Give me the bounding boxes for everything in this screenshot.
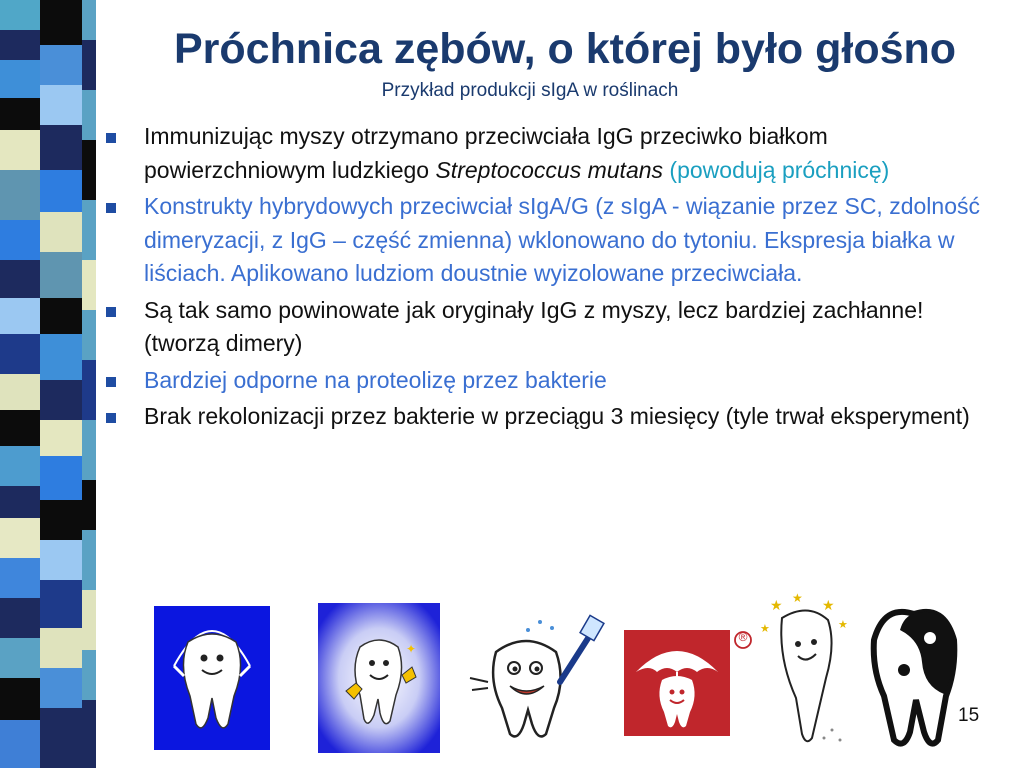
bullet-item: Konstrukty hybrydowych przeciwciał sIgA/G (z sIgA - wiązanie przez SC, zdolność dimeryzacji, z IgG – część zmienna) wklonowano do tytoniu. Ekspresja białka w liściach. Aplikowano ludziom doustnie wyizolowane przeciwciała. xyxy=(104,190,1004,291)
svg-text:★: ★ xyxy=(770,598,783,614)
bullet-item: Brak rekolonizacji przez bakterie w przeciągu 3 miesięcy (tyle trwał eksperyment) xyxy=(104,400,1004,434)
bullet-square-icon xyxy=(106,307,116,317)
bullet-square-icon xyxy=(106,377,116,387)
bullet-list xyxy=(104,120,1004,437)
bullet-square-icon xyxy=(106,203,116,213)
bullet-square-icon xyxy=(106,133,116,143)
bullet-item: Immunizując myszy otrzymano przeciwciała IgG przeciwko białkom powierzchniowym ludzkiego Streptococcus mutans (powodują próchnicę) xyxy=(104,120,1004,187)
svg-text:★: ★ xyxy=(838,618,848,631)
slide-title: Próchnica zębów, o której było głośno xyxy=(173,25,957,73)
tooth-thumbs-up-image xyxy=(318,603,440,753)
bullet-item: Bardziej odporne na proteolizę przez bakterie xyxy=(104,364,1004,398)
slide-subtitle: Przykład produkcji sIgA w roślinach xyxy=(381,80,679,101)
tooth-dizzy-stars-image xyxy=(752,588,862,752)
svg-text:✦: ✦ xyxy=(406,642,417,656)
tooth-yin-yang-image xyxy=(864,600,964,750)
tooth-jump-rope-image xyxy=(154,606,270,750)
svg-text:★: ★ xyxy=(822,598,835,614)
bullet-item: Są tak samo powinowate jak oryginały IgG z myszy, lecz bardziej zachłanne! (tworzą dimery) xyxy=(104,294,1004,361)
tooth-toothbrush-image xyxy=(460,612,610,744)
svg-text:★: ★ xyxy=(792,591,803,605)
bullet-square-icon xyxy=(106,413,116,423)
svg-text:★: ★ xyxy=(760,622,770,635)
tooth-umbrella-logo-image xyxy=(622,628,752,738)
registered-mark: ® xyxy=(738,630,748,644)
page-number: 15 xyxy=(958,705,980,726)
decorative-stripe xyxy=(0,0,120,768)
